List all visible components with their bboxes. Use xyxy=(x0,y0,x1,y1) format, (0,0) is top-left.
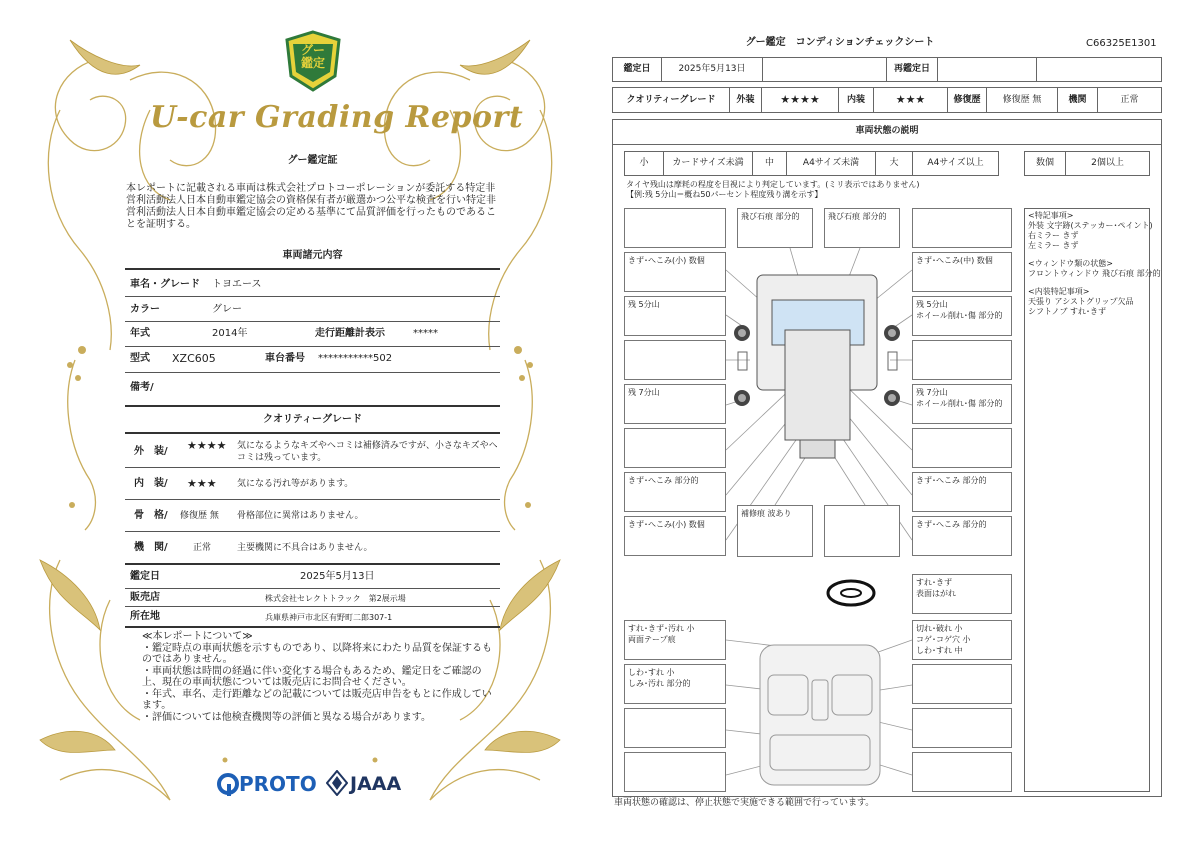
damage-box-bottom-2: 補修痕 波あり xyxy=(737,505,813,557)
damage-box-left-4 xyxy=(624,340,726,380)
address-value: 兵庫県神戸市北区有野町二郎307-1 xyxy=(265,613,393,622)
frame-comment: 骨格部位に異常はありません。 xyxy=(237,511,364,521)
note-item: ・評価については他検査機関等の評価と異なる場合があります。 xyxy=(142,711,431,723)
specs-heading: 車両諸元内容 xyxy=(282,250,343,261)
interior-box-right-1: 切れ･破れ 小 コゲ･コゲ穴 小 しわ･すれ 中 xyxy=(912,620,1012,660)
vehicle-interior-diagram xyxy=(740,635,900,795)
jaaa-logo-text: JAAA xyxy=(350,773,402,795)
date-label: 鑑定日 xyxy=(130,571,160,582)
interior-box-left-4 xyxy=(624,752,726,792)
count-desc: 2個以上 xyxy=(1065,151,1150,176)
size-mid-desc: A4サイズ未満 xyxy=(786,151,876,176)
damage-box-left-6 xyxy=(624,428,726,468)
size-small-desc: カードサイズ未満 xyxy=(663,151,753,176)
report-notes xyxy=(142,631,497,723)
exterior-label: 外 装/ xyxy=(134,446,168,457)
damage-box-right-6 xyxy=(912,428,1012,468)
note-item: ・鑑定時点の車両状態を示すものであり、以降将来にわたり品質を保証するものではありません。 xyxy=(142,642,492,665)
special-note: 右ミラー きず xyxy=(1028,231,1079,240)
model-value: XZC605 xyxy=(172,352,216,365)
model-label: 型式 xyxy=(130,353,150,364)
damage-box-right-1 xyxy=(912,208,1012,248)
interior-box-left-2: しわ･すれ 小 しみ･汚れ 部分的 xyxy=(624,664,726,704)
engine-comment: 主要機関に不具合はありません。 xyxy=(237,543,373,553)
size-small: 小 xyxy=(624,151,664,176)
sheet-id: C66325E1301 xyxy=(1086,38,1157,49)
chassis-value: ***********502 xyxy=(318,353,393,364)
tire-note-1: タイヤ残山は摩耗の程度を目視により判定しています。(ミリ表示ではありません) xyxy=(626,180,920,189)
redate-label: 再鑑定日 xyxy=(886,57,938,82)
shop-label: 販売店 xyxy=(130,592,160,603)
quality-label: クオリティーグレード xyxy=(612,87,730,113)
damage-box-left-3: 残 5分山 xyxy=(624,296,726,336)
interior-comment: 気になる汚れ等があります。 xyxy=(237,479,354,489)
damage-box-right-2: きず･へこみ(中) 数個 xyxy=(912,252,1012,292)
repair-label: 修復歴 xyxy=(947,87,987,113)
damage-box-top-3: 飛び石痕 部分的 xyxy=(824,208,900,248)
size-large: 大 xyxy=(875,151,913,176)
certificate-subtitle: グー鑑定証 xyxy=(287,155,338,166)
damage-box-left-7: きず･へこみ 部分的 xyxy=(624,472,726,512)
mileage-label: 走行距離計表示 xyxy=(315,328,385,339)
interior-box-right-4 xyxy=(912,752,1012,792)
year-value: 2014年 xyxy=(212,328,248,339)
ext-label: 外装 xyxy=(729,87,762,113)
footer-note: 車両状態の確認は、停止状態で実施できる範囲で行っています。 xyxy=(614,798,875,808)
shop-value: 株式会社セレクトトラック 第2展示場 xyxy=(265,594,406,603)
date-label: 鑑定日 xyxy=(612,57,662,82)
damage-box-right-5: 残 7分山 ホイール削れ･傷 部分的 xyxy=(912,384,1012,424)
date-value: 2025年5月13日 xyxy=(661,57,763,82)
interior-box-left-1: すれ･きず･汚れ 小 両面テープ痕 xyxy=(624,620,726,660)
remarks-label: 備考/ xyxy=(130,382,154,393)
color-value: グレー xyxy=(212,304,242,315)
proto-logo-text: PROTO xyxy=(239,772,317,796)
car-name-label: 車名・グレード xyxy=(130,279,200,290)
count-label: 数個 xyxy=(1024,151,1066,176)
damage-box-right-7: きず･へこみ 部分的 xyxy=(912,472,1012,512)
engine-label: 機 関/ xyxy=(134,542,168,553)
special-heading: <特記事項> xyxy=(1028,211,1074,220)
date-value: 2025年5月13日 xyxy=(300,571,375,582)
report-title: U-car Grading Report xyxy=(150,100,524,135)
engine-value: 正常 xyxy=(1097,87,1162,113)
year-label: 年式 xyxy=(130,328,150,339)
note-item: ・年式、車名、走行距離などの記載については販売店申告をもとに作成しています。 xyxy=(142,688,492,711)
damage-box-left-1 xyxy=(624,208,726,248)
quality-heading: クオリティーグレード xyxy=(263,414,362,425)
color-label: カラー xyxy=(130,304,160,315)
exterior-comment: 気になるようなキズやヘコミは補修済みですが、小さなキズやヘコミは残っています。 xyxy=(237,441,498,463)
certificate-statement: 本レポートに記載される車両は株式会社プロトコーポレーションが委託する特定非営利活動法人日本自動車鑑定協会の資格保有者が厳選かつ公平な検査を行い特定非営利活動法人日本自動車鑑定協会の定める基準にて品質評価を行ったものであることを証明する。 xyxy=(126,183,496,230)
damage-box-bottom-3 xyxy=(824,505,900,557)
special-note: 外装 文字跡(ステッカー･ペイント) xyxy=(1028,221,1153,230)
mileage-value: ***** xyxy=(413,328,438,339)
damage-box-right-8: きず･へこみ 部分的 xyxy=(912,516,1012,556)
notes-heading: ≪本レポートについて≫ xyxy=(142,631,253,642)
interior-box-right-2 xyxy=(912,664,1012,704)
address-label: 所在地 xyxy=(130,611,160,622)
steering-box: すれ･きず 表面はがれ xyxy=(912,574,1012,614)
interior-note: 天張り アシストグリップ欠品 xyxy=(1028,297,1134,306)
tire-note-2: 【例:残 5分山＝概ね50パーセント程度残り溝を示す】 xyxy=(626,190,823,199)
repair-value: 修復歴 無 xyxy=(986,87,1058,113)
interior-note: シフトノブ すれ･きず xyxy=(1028,307,1107,316)
note-item: ・車両状態は時間の経過に伴い変化する場合もあるため、鑑定日をご確認の上、現在の車両状態については販売店にお問合せください。 xyxy=(142,665,482,688)
window-note: フロントウィンドウ 飛び石痕 部分的 xyxy=(1028,269,1161,278)
damage-box-left-8: きず･へこみ(小) 数個 xyxy=(624,516,726,556)
damage-box-right-3: 残 5分山 ホイール削れ･傷 部分的 xyxy=(912,296,1012,336)
engine-label: 機関 xyxy=(1057,87,1098,113)
special-notes-panel xyxy=(1024,208,1161,792)
jaaa-logo xyxy=(326,770,416,800)
exterior-stars: ★★★★ xyxy=(187,439,227,452)
int-label: 内装 xyxy=(838,87,874,113)
proto-logo xyxy=(217,770,317,800)
size-mid: 中 xyxy=(752,151,787,176)
interior-notes-heading: <内装特記事項> xyxy=(1028,287,1090,296)
interior-stars: ★★★ xyxy=(187,477,217,490)
interior-box-left-3 xyxy=(624,708,726,748)
sheet-title: グー鑑定 コンディションチェックシート xyxy=(745,37,935,48)
condition-heading: 車両状態の説明 xyxy=(612,119,1162,145)
interior-label: 内 装/ xyxy=(134,478,168,489)
logo-text: グー 鑑定 xyxy=(300,43,325,70)
engine-value: 正常 xyxy=(193,543,212,553)
int-stars: ★★★ xyxy=(873,87,948,113)
special-note: 左ミラー きず xyxy=(1028,241,1079,250)
size-large-desc: A4サイズ以上 xyxy=(912,151,999,176)
chassis-label: 車台番号 xyxy=(265,353,305,364)
frame-label: 骨 格/ xyxy=(134,510,168,521)
gu-kantei-logo xyxy=(283,30,343,92)
steering-wheel-icon xyxy=(825,578,877,608)
damage-box-top-2: 飛び石痕 部分的 xyxy=(737,208,813,248)
interior-box-right-3 xyxy=(912,708,1012,748)
car-name-value: トヨエース xyxy=(212,279,262,290)
condition-check-sheet xyxy=(600,0,1200,848)
damage-box-left-5: 残 7分山 xyxy=(624,384,726,424)
damage-box-right-4 xyxy=(912,340,1012,380)
damage-box-left-2: きず･へこみ(小) 数個 xyxy=(624,252,726,292)
ext-stars: ★★★★ xyxy=(761,87,839,113)
frame-value: 修復歴 無 xyxy=(180,511,219,521)
window-heading: <ウィンドウ類の状態> xyxy=(1028,259,1113,268)
